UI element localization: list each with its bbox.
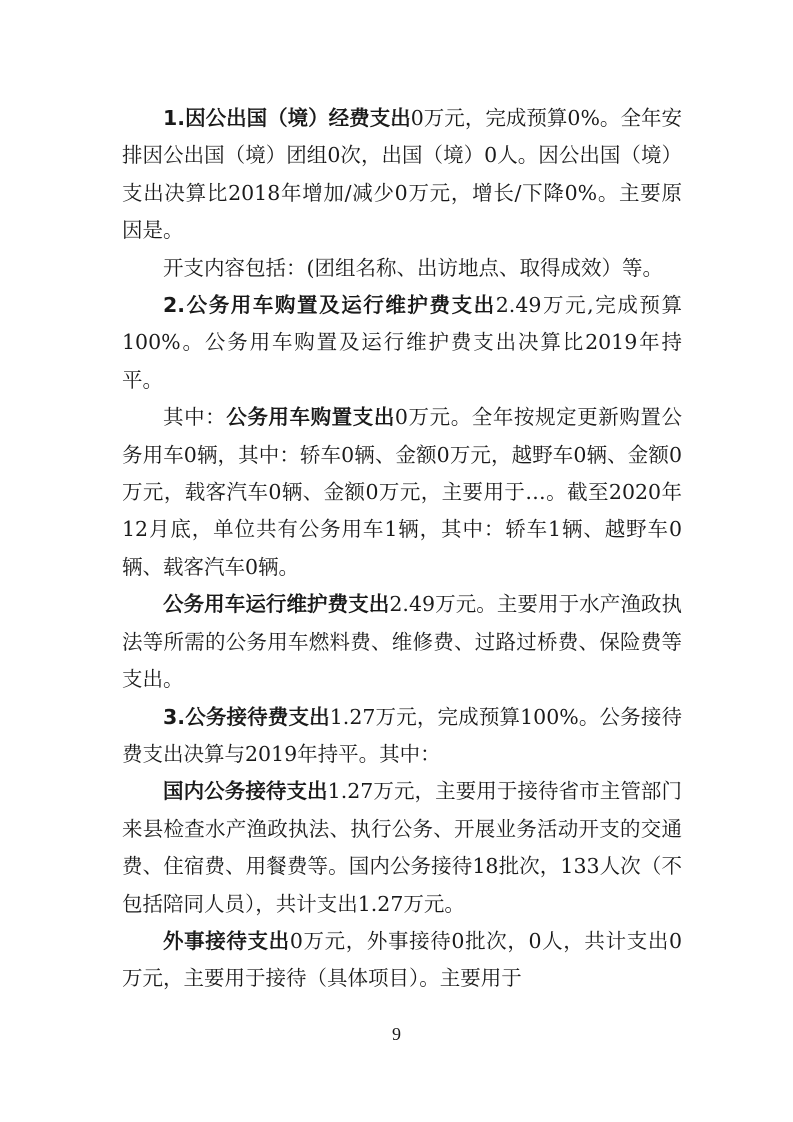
paragraph-vehicle-purchase (122, 399, 682, 586)
paragraph-reception-expenses (122, 699, 682, 774)
paragraph-text: 1.27万元，主要用于接待省市主管部门来县检查水产渔政执法、执行公务、开展业务活动开支的交通费、住宿费、用餐费等。国内公务接待18批次，133人次（不包括陪同人员），共计支出1.27万元。 (122, 779, 683, 916)
paragraph-text: 0万元，完成预算0%。全年安排因公出国（境）团组0次，出国（境）0人。因公出国（境）支出决算比2018年增加/减少0万元，增长/下降0%。主要原因是。 (122, 106, 682, 243)
heading-domestic-reception: 国内公务接待支出 (163, 779, 328, 804)
paragraph-outbound-travel (122, 100, 682, 250)
heading-outbound-travel: 1.因公出国（境）经费支出 (163, 106, 411, 130)
paragraph-vehicle-operation (122, 586, 682, 698)
paragraph-prefix: 其中： (163, 405, 227, 430)
paragraph-expense-content (122, 250, 682, 287)
paragraph-text: 0万元，外事接待0批次，0人，共计支出0万元，主要用于接待（具体项目）。主要用于 (122, 928, 683, 991)
page-number: 9 (392, 1024, 401, 1044)
heading-foreign-reception: 外事接待支出 (163, 928, 290, 953)
paragraph-vehicle-expenses (122, 287, 682, 399)
heading-vehicle-purchase: 公务用车购置支出 (226, 405, 395, 430)
heading-reception-expenses: 3.公务接待费支出 (163, 704, 330, 729)
heading-vehicle-expenses: 2.公务用车购置及运行维护费支出 (163, 293, 496, 318)
paragraph-text: 2.49万元,完成预算100%。公务用车购置及运行维护费支出决算比2019年持平。 (122, 293, 682, 392)
paragraph-foreign-reception (122, 923, 682, 998)
heading-vehicle-operation: 公务用车运行维护费支出 (163, 592, 390, 617)
paragraph-text: 0万元。全年按规定更新购置公务用车0辆，其中：轿车0辆、金额0万元，越野车0辆、金额0万元，载客汽车0辆、金额0万元，主要用于…。截至2020年12月底，单位共有公务用车1辆，其中：轿车1辆、越野车0辆、载客汽车0辆。 (122, 405, 683, 579)
paragraph-text: 2.49万元。主要用于水产渔政执法等所需的公务用车燃料费、维修费、过路过桥费、保险费等支出。 (122, 592, 682, 692)
paragraph-text: 1.27万元，完成预算100%。公务接待费支出决算与2019年持平。其中： (122, 704, 682, 766)
paragraph-text: 开支内容包括：(团组名称、出访地点、取得成效）等。 (163, 255, 663, 280)
body-text (122, 100, 682, 998)
paragraph-domestic-reception (122, 773, 682, 923)
